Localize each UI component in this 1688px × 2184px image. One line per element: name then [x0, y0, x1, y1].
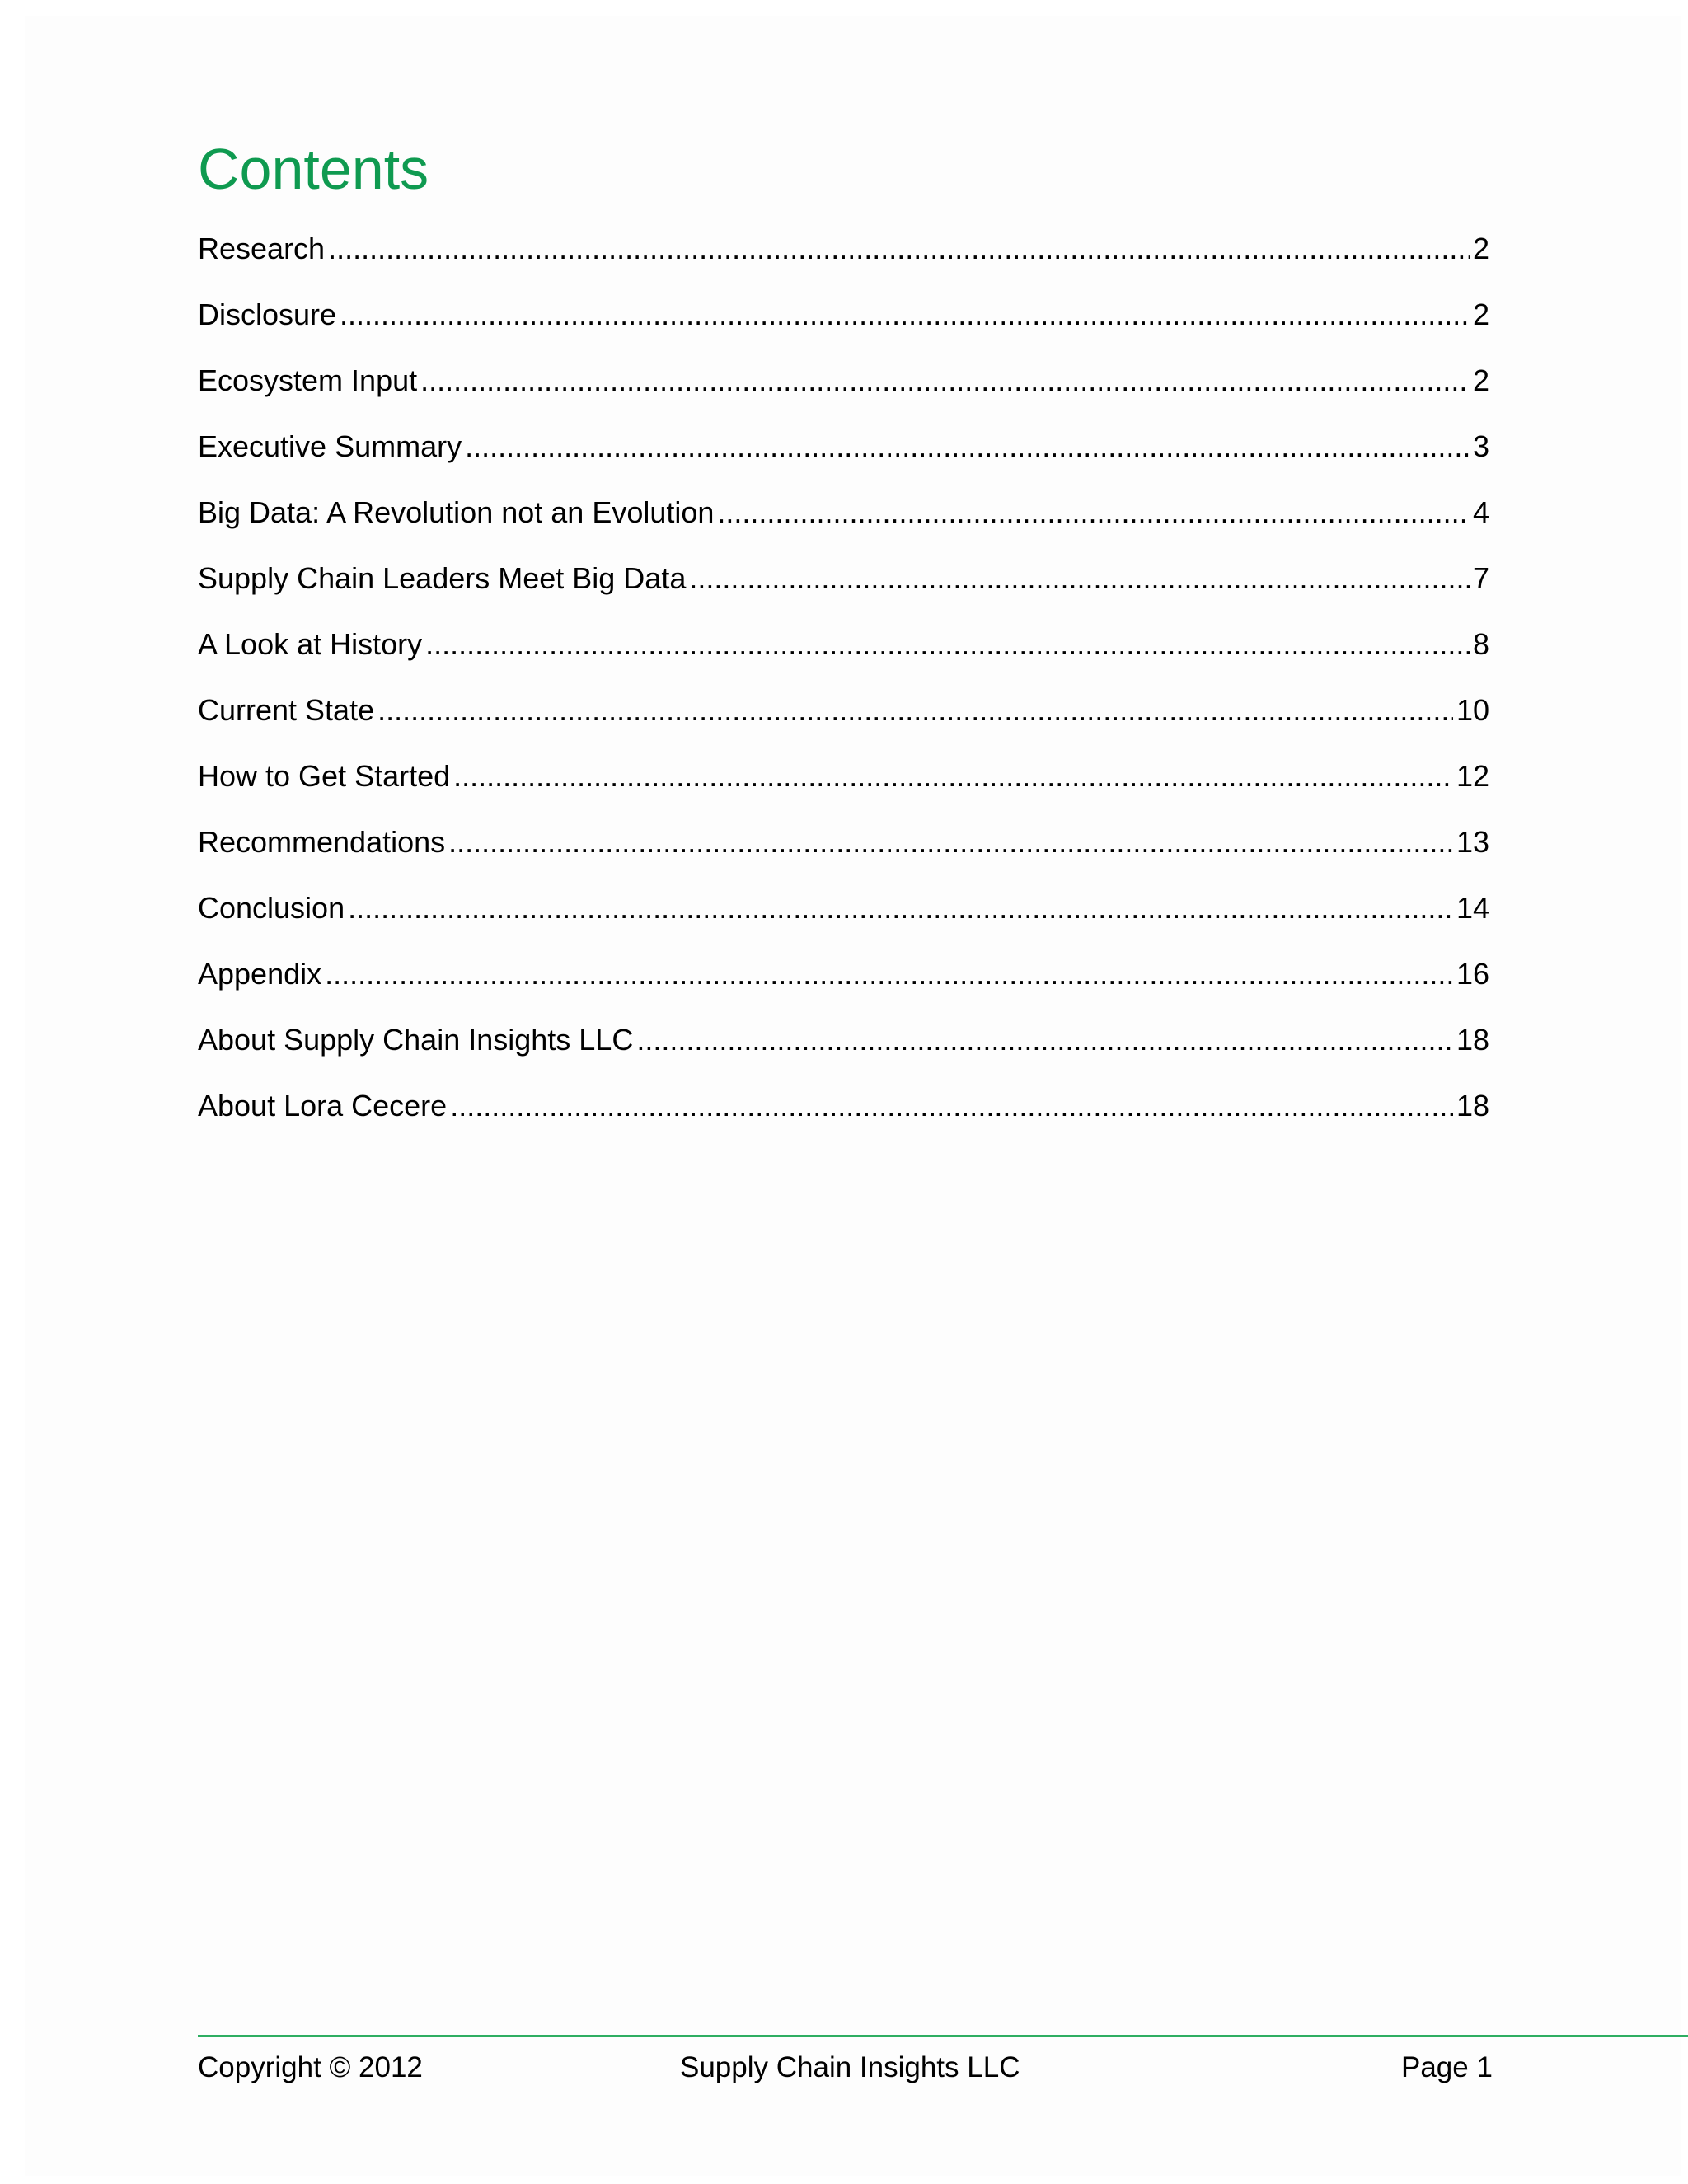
toc-entry-title: Conclusion — [198, 891, 345, 925]
toc-dot-leader — [450, 1081, 1453, 1131]
toc-entry-title: Recommendations — [198, 825, 446, 859]
toc-entry-how-to-get-started[interactable] — [198, 752, 1489, 818]
toc-entry-page: 4 — [1472, 495, 1489, 529]
toc-entry-page: 10 — [1456, 693, 1489, 727]
toc-entry-title: A Look at History — [198, 627, 423, 661]
contents-heading: Contents — [198, 137, 429, 201]
toc-dot-leader — [448, 818, 1453, 867]
toc-entry-supply-chain-leaders[interactable] — [198, 554, 1489, 620]
table-of-contents — [198, 224, 1489, 1147]
toc-entry-research[interactable] — [198, 224, 1489, 290]
toc-entry-title: How to Get Started — [198, 759, 451, 793]
toc-entry-title: Appendix — [198, 957, 322, 991]
toc-entry-about-lora-cecere[interactable] — [198, 1081, 1489, 1147]
toc-dot-leader — [328, 224, 1470, 274]
toc-dot-leader — [453, 752, 1453, 801]
toc-dot-leader — [340, 290, 1470, 340]
toc-entry-title: Research — [198, 232, 326, 265]
footer-page-number: Page 1 — [1401, 2051, 1493, 2083]
toc-entry-page: 2 — [1472, 232, 1489, 265]
toc-entry-page: 2 — [1472, 298, 1489, 331]
toc-dot-leader — [636, 1015, 1453, 1065]
toc-entry-page: 18 — [1456, 1023, 1489, 1057]
toc-entry-page: 12 — [1456, 759, 1489, 793]
toc-dot-leader — [717, 488, 1470, 537]
toc-entry-ecosystem-input[interactable] — [198, 356, 1489, 422]
footer-company: Supply Chain Insights LLC — [680, 2051, 1020, 2083]
toc-entry-page: 3 — [1472, 429, 1489, 463]
toc-entry-title: Ecosystem Input — [198, 363, 418, 397]
toc-entry-title: Executive Summary — [198, 429, 462, 463]
toc-entry-page: 8 — [1472, 627, 1489, 661]
toc-entry-title: About Supply Chain Insights LLC — [198, 1023, 634, 1057]
toc-entry-big-data-revolution[interactable] — [198, 488, 1489, 554]
toc-entry-about-supply-chain-insights[interactable] — [198, 1015, 1489, 1081]
toc-dot-leader — [425, 620, 1470, 669]
toc-entry-title: Supply Chain Leaders Meet Big Data — [198, 561, 687, 595]
toc-entry-page: 16 — [1456, 957, 1489, 991]
toc-entry-current-state[interactable] — [198, 686, 1489, 752]
toc-dot-leader — [465, 422, 1470, 471]
footer-divider — [198, 2035, 1688, 2037]
toc-entry-title: Big Data: A Revolution not an Evolution — [198, 495, 715, 529]
toc-entry-disclosure[interactable] — [198, 290, 1489, 356]
toc-entry-title: About Lora Cecere — [198, 1089, 448, 1122]
toc-entry-title: Current State — [198, 693, 375, 727]
toc-entry-page: 13 — [1456, 825, 1489, 859]
toc-dot-leader — [325, 949, 1453, 999]
footer-copyright: Copyright © 2012 — [198, 2051, 423, 2083]
toc-entry-page: 7 — [1472, 561, 1489, 595]
toc-entry-appendix[interactable] — [198, 949, 1489, 1015]
toc-dot-leader — [348, 883, 1453, 933]
toc-entry-conclusion[interactable] — [198, 883, 1489, 949]
toc-dot-leader — [377, 686, 1453, 735]
toc-entry-look-at-history[interactable] — [198, 620, 1489, 686]
toc-entry-page: 18 — [1456, 1089, 1489, 1122]
toc-entry-title: Disclosure — [198, 298, 337, 331]
toc-entry-executive-summary[interactable] — [198, 422, 1489, 488]
toc-entry-page: 14 — [1456, 891, 1489, 925]
toc-entry-recommendations[interactable] — [198, 818, 1489, 883]
toc-entry-page: 2 — [1472, 363, 1489, 397]
toc-dot-leader — [689, 554, 1470, 603]
toc-dot-leader — [420, 356, 1470, 405]
